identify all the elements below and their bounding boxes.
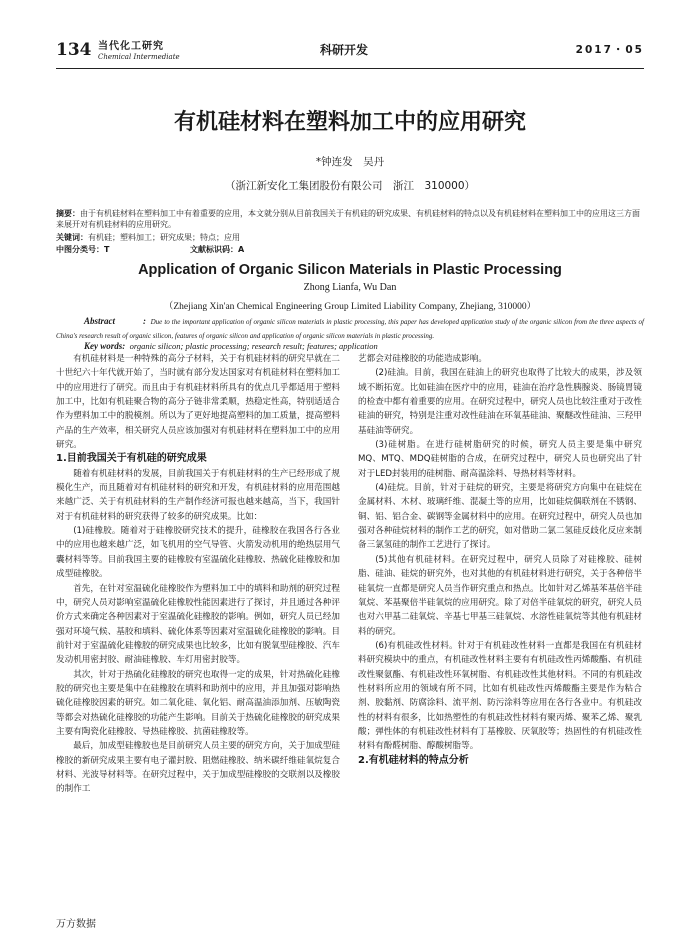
doc-code-label: 文献标识码： [190, 245, 239, 254]
classification-line [56, 244, 644, 255]
body-paragraph: 艺都会对硅橡胶的功能造成影响。 [358, 354, 487, 364]
body-paragraph: (3)硅树脂。在进行硅树脂研究的时候，研究人员主要是集中研究MQ、MTQ、MDQ硅树脂的合成，在研究过程中，研究人员也研究出了针对于LED封装用的硅树脂、耐高温涂料、导热材料等材料。 [358, 440, 642, 479]
class-value: T [104, 245, 110, 254]
keywords-cn-text: 有机硅；塑料加工；研究成果；特点；应用 [88, 233, 240, 242]
english-keywords-text: organic silicon; plastic processing; research result; features; application [129, 341, 378, 351]
section-name: 科研开发 [320, 43, 369, 57]
keywords-cn-label: 关键词： [56, 233, 88, 242]
body-paragraph: 最后，加成型硅橡胶也是目前研究人员主要的研究方向，关于加成型硅橡胶的新研究成果主要有电子灌封胶、阻燃硅橡胶、纳米碳纤维硅氧烷复合材料、光波导材料等。在研究过程中，关于加成型硅橡胶的交联剂以及橡胶的制作工 [56, 741, 340, 795]
journal-name [98, 41, 180, 62]
abstract-cn [56, 208, 644, 230]
english-abstract-text: Due to the important application of organic silicon materials in plastic processing, this paper has developed application study of the organic silicon from the three aspects of China's research result of organic silicon, features of organic silicon and application of organic silicon materials in plastic processing. [56, 318, 645, 340]
english-keywords-label: Key words [84, 341, 123, 351]
english-affiliation: （Zhejiang Xin'an Chemical Engineering Group Limited Liability Company, Zhejiang, 310000） [163, 302, 537, 312]
section-heading: 1.目前我国关于有机硅的研究成果 [56, 453, 207, 465]
english-abstract: Abstract : Due to the important application of organic silicon materials in plastic processing, this paper has developed application study of the organic silicon from the three aspects of China's research result of organic silicon, features of organic silicon and application of organic silicon materials in plastic processing. [56, 316, 645, 340]
section-heading: 2.有机硅材料的特点分析 [358, 754, 469, 766]
body-paragraph: (4)硅烷。目前，针对于硅烷的研究，主要是将研究方向集中在硅烷在金属材料、木材、玻璃纤维、混凝土等的应用，比如硅烷偶联剂在不锈钢、铜、铝、铝合金、碳钢等金属材料中的应用。在研究过程中，研究人员也加强对各种硅烷材料的制作工艺的研究，如对借助二氯二氢硅反歧化反应来制备三氯氢硅的制作工艺进行了探讨。 [358, 483, 642, 551]
english-keywords: Key words: organic silicon; plastic processing; research result; features; application [84, 341, 378, 351]
article-title: 有机硅材料在塑料加工中的应用研究 [173, 110, 526, 135]
english-authors: Zhong Lianfa, Wu Dan [303, 282, 397, 293]
footer-source: 万方数据 [56, 919, 96, 930]
body-paragraph: (5)其他有机硅材料。在研究过程中，研究人员除了对硅橡胶、硅树脂、硅油、硅烷的研究外，也对其他的有机硅材料进行研究，关于各种倍半硅氧烷一直都是研究人员当作研究重点和热点。比如针对乙烯基苯基倍半硅氧烷、苯基聚倍半硅氧烷的应用研究。除了对倍半硅氧烷的研究，研究人员也对六甲基二硅氧烷、辛基七甲基三硅氧烷、水溶性硅氧烷等其他有机硅材料的研究。 [358, 554, 642, 637]
issue-number: 2017・05 [575, 44, 644, 56]
abstract-cn-label: 摘要： [56, 209, 80, 218]
article-authors: *钟连发 吴丹 [315, 156, 385, 168]
body-paragraph: 有机硅材料是一种特殊的高分子材料，关于有机硅材料的研究早就在二十世纪六十年代就开始了，当时就有部分发达国家对有机硅材料在塑料加工中的应用进行了研究。而且由于有机硅材料所具有的优点几乎都适用于塑料加工中，比如有机硅聚合物的高分子链非常柔顺，热稳定性高，特别适适合作为塑料加工中的脱模剂。所以为了更好地提高塑料的加工质量，提高塑料产品的生产效率，相关研究人员应该加强对有机硅材料在塑料加工中的应用研究。 [56, 354, 340, 451]
journal-name-cn: 当代化工研究 [98, 41, 164, 52]
article-affiliation: （浙江新安化工集团股份有限公司 浙江 310000） [224, 180, 476, 192]
body-paragraph: (1)硅橡胶。随着对于硅橡胶研究技术的提升，硅橡胶在我国各行各业中的应用也越来越广泛，如飞机用的空气导管、火箭发动机用的绝热层用气囊材料等等。目前我国主要的硅橡胶有室温硫化硅橡胶、热硫化硅橡胶和加成型硅橡胶。 [56, 526, 340, 580]
journal-name-en: Chemical Intermediate [98, 53, 180, 61]
body-column-right [358, 352, 642, 768]
page-number: 134 [56, 40, 92, 60]
abstract-cn-text: 由于有机硅材料在塑料加工中有着重要的应用，本文就分别从目前我国关于有机硅的研究成果、有机硅材料的特点以及有机硅材料在塑料加工中的应用这三方面来展开对有机硅材料的应用研究。 [56, 209, 640, 229]
running-header [56, 38, 644, 68]
english-abstract-label: Abstract [84, 316, 116, 326]
body-paragraph: 随着有机硅材料的发展，目前我国关于有机硅材料的生产已经形成了规模化生产，而且随着对有机硅材料的研究和开发，有机硅材料的应用范围越来越广泛、关于有机硅材料的生产制作经济可报也越来越高，当下，我国针对于有机硅材料的研究获得了较多的研究成果。比如： [56, 468, 340, 522]
doc-code-value: A [238, 245, 245, 254]
body-paragraph: 其次，针对于热硫化硅橡胶的研究也取得一定的成果，针对热硫化硅橡胶的研究也主要是集中在硅橡胶在填料和助剂中的应用，并且加强对影响热硫化硅橡胶因素的研究。如二氧化硅、氧化铝、耐高温油添加剂、压敏陶瓷等都会对热硫化硅橡胶的功能产生影响。目前关于热硫化硅橡胶的研究成果主要有陶瓷化硅橡胶、导热硅橡胶、抗菌硅橡胶等。 [56, 669, 340, 737]
keywords-cn [56, 232, 644, 243]
body-paragraph: (6)有机硅改性材料。针对于有机硅改性材料一直都是我国在有机硅材料研究模块中的重点，有机硅改性材料主要有有机硅改性丙烯酸酯、有机硅改性聚氨酯、有机硅改性环氧树脂、有机硅改性其他材料。不同的有机硅改性材料所应用的领域有所不同，比如有机硅改性丙烯酸酯主要是作为粘合剂、胶黏剂、防腐涂料、流平剂、防污涂料等应用在各行各业中。有机硅改性的材料有很多，比如热塑性的有机硅改性材料有聚丙烯、聚苯乙烯、聚乳酸；弹性体的有机硅改性材料有丁基橡胶、厌氧胶等；热固性的有机硅改性材料有酚醛树脂、醇酸树脂等。 [358, 640, 642, 752]
body-paragraph: 首先，在针对室温硫化硅橡胶作为塑料加工中的填料和助剂的研究过程中，研究人员对影响室温硫化硅橡胶性能因素进行了探讨，并且通过各种评价方式来确定各种因素对于室温硫化硅橡胶的影响。例如，研究人员已经加强对环境气候、基胶和填料、硫化体系等因素对室温硫化硅橡胶的影响。目前针对于室温硫化硅橡胶的研究成果也比较多，比如有脱氧型硅橡胶、汽车发动机用密封胶、耐油硅橡胶、车灯用密封胶等。 [56, 583, 340, 666]
english-title: Application of Organic Silicon Materials in Plastic Processing [138, 262, 562, 278]
body-paragraph: (2)硅油。目前，我国在硅油上的研究也取得了比较大的成果，涉及领域不断拓宽。比如硅油在医疗中的应用，硅油在治疗急性胰腺炎、肠镜胃镜的检查中都有着重要的应用。在研究过程中，研究人员也比较注重对于改性硅油的研究，特别是注重对改性硅油在环氧基硅油、聚醚改性硅油、三羟甲基硅油等研究。 [358, 368, 642, 436]
header-rule [56, 68, 644, 69]
body-column-left [56, 352, 340, 797]
class-label: 中图分类号： [56, 245, 104, 254]
